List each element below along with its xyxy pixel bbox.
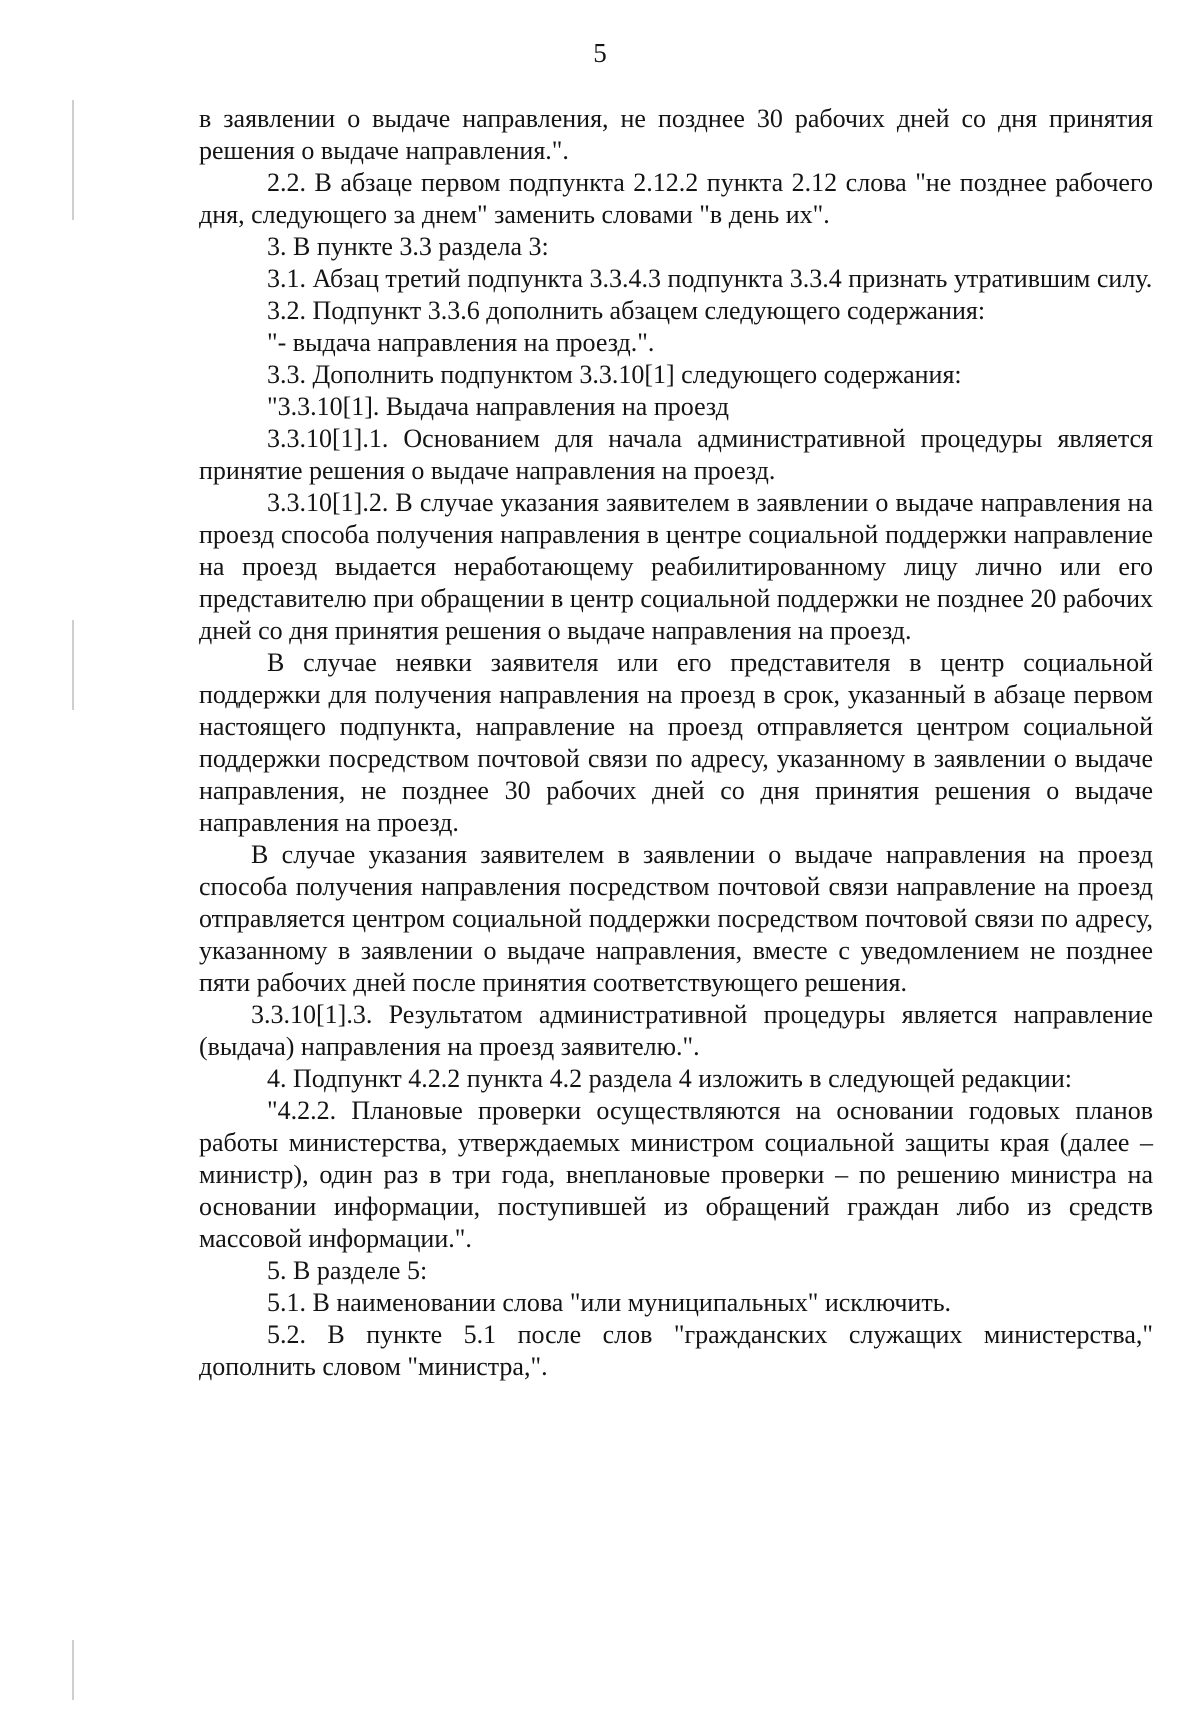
paragraph: "4.2.2. Плановые проверки осуществляются на основании годовых планов работы министерства, утверждаемых министром социальной защиты края (далее – министр), один раз в три года, внеплановые проверки – по решению министра на основании информации, поступившей из обращений граждан либо из средств массовой информации.".: [199, 1096, 1153, 1253]
scan-edge-mark: [72, 1640, 74, 1700]
paragraph: 3.2. Подпункт 3.3.6 дополнить абзацем следующего содержания:: [267, 296, 986, 325]
scan-edge-mark: [72, 100, 74, 220]
paragraph: 3.3.10[1].3. Результатом административной процедуры является направление (выдача) направления на проезд заявителю.".: [199, 1000, 1153, 1061]
paragraph: 5.1. В наименовании слова "или муниципальных" исключить.: [267, 1288, 952, 1317]
paragraph: 3.1. Абзац третий подпункта 3.3.4.3 подпункта 3.3.4 признать утратившим силу.: [267, 264, 1153, 293]
paragraph: 2.2. В абзаце первом подпункта 2.12.2 пункта 2.12 слова "не позднее рабочего дня, следующего за днем" заменить словами "в день их".: [199, 168, 1153, 229]
paragraph: В случае указания заявителем в заявлении о выдаче направления на проезд способа получения направления посредством почтовой связи направление на проезд отправляется центром социальной поддержки посредством почтовой связи по адресу, указанному в заявлении о выдаче направления, вместе с уведомлением не позднее пяти рабочих дней после принятия соответствующего решения.: [199, 840, 1153, 997]
paragraph: "3.3.10[1]. Выдача направления на проезд: [267, 392, 729, 421]
paragraph: 3. В пункте 3.3 раздела 3:: [267, 232, 549, 261]
paragraph: 3.3. Дополнить подпунктом 3.3.10[1] следующего содержания:: [267, 360, 962, 389]
document-body: [199, 103, 1153, 1383]
paragraph: 4. Подпункт 4.2.2 пункта 4.2 раздела 4 изложить в следующей редакции:: [267, 1064, 1072, 1093]
paragraph: 3.3.10[1].2. В случае указания заявителем в заявлении о выдаче направления на проезд способа получения направления в центре социальной поддержки направление на проезд выдается неработающему реабилитированному лицу лично или его представителю при обращении в центр социальной поддержки не позднее 20 рабочих дней со дня принятия решения о выдаче направления на проезд.: [199, 488, 1153, 645]
paragraph: в заявлении о выдаче направления, не позднее 30 рабочих дней со дня принятия решения о выдаче направления.".: [199, 104, 1153, 165]
scan-edge-mark: [72, 620, 74, 710]
paragraph: 3.3.10[1].1. Основанием для начала административной процедуры является принятие решения о выдаче направления на проезд.: [199, 424, 1153, 485]
paragraph: 5. В разделе 5:: [267, 1256, 428, 1285]
paragraph: "- выдача направления на проезд.".: [267, 328, 655, 357]
paragraph: В случае неявки заявителя или его представителя в центр социальной поддержки для получения направления на проезд в срок, указанный в абзаце первом настоящего подпункта, направление на проезд отправляется центром социальной поддержки посредством почтовой связи по адресу, указанному в заявлении о выдаче направления, не позднее 30 рабочих дней со дня принятия решения о выдаче направления на проезд.: [199, 648, 1153, 837]
page-number: 5: [593, 38, 607, 68]
paragraph: 5.2. В пункте 5.1 после слов "гражданских служащих министерства," дополнить словом "министра,".: [199, 1320, 1153, 1381]
